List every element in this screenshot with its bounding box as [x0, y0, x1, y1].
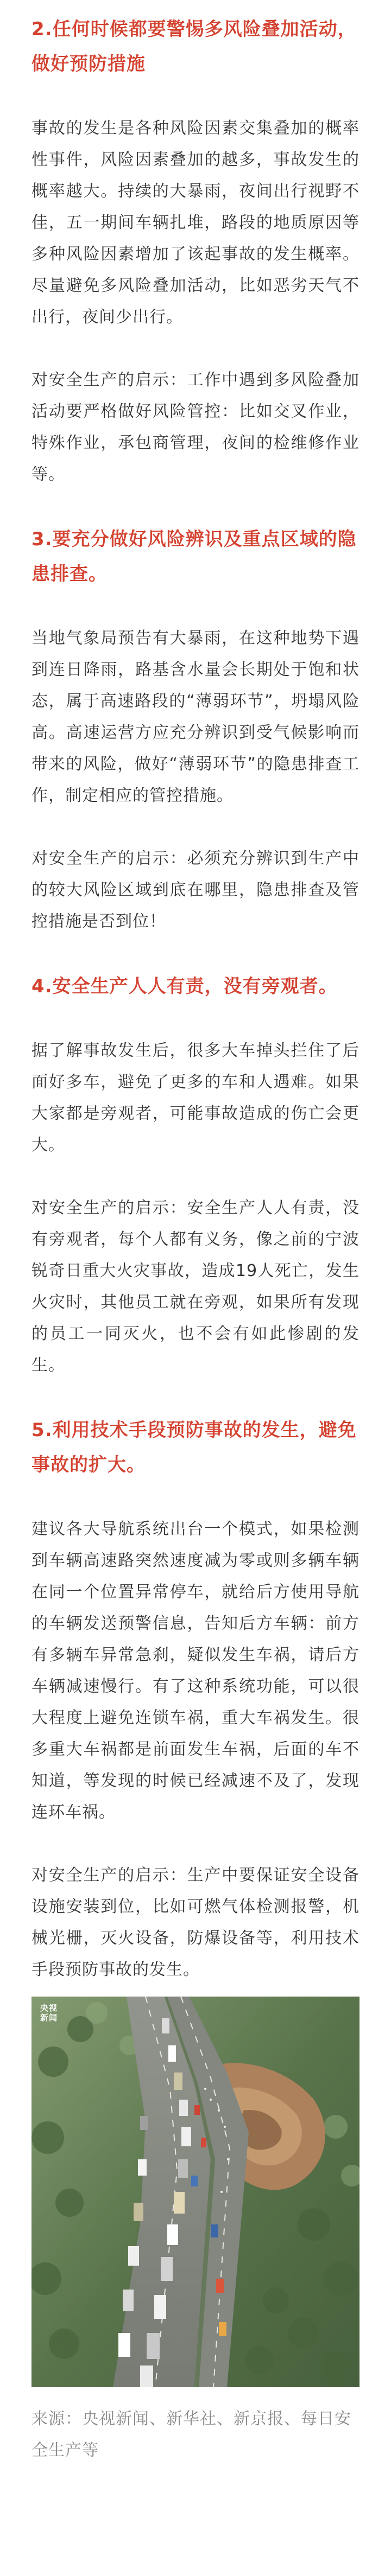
section-4-paragraph-1: 据了解事故发生后，很多大车掉头拦住了后面好多车，避免了更多的车和人遇难。如果大家都是旁观者，可能事故造成的伤亡会更大。: [31, 1041, 360, 1155]
section-3-paragraph-2: 对安全生产的启示：必须充分辨识到生产中的较大风险区域到底在哪里，隐患排查及管控措施是否到位！: [31, 849, 360, 931]
logo-line-1: 央视: [40, 2003, 58, 2013]
logo-line-2: 新闻: [40, 2013, 58, 2023]
section-2-paragraph-2: 对安全生产的启示：工作中遇到多风险叠加活动要严格做好风险管控：比如交叉作业，特殊作业，承包商管理，夜间的检维修作业等。: [31, 371, 360, 484]
section-2-paragraph-1: 事故的发生是各种风险因素交集叠加的概率性事件，风险因素叠加的越多，事故发生的概率越大。持续的大暴雨，夜间出行视野不佳，五一期间车辆扎堆，路段的地质原因等多种风险因素增加了该起事故的发生概率。尽量避免多风险叠加活动，比如恶劣天气不出行，夜间少出行。: [31, 119, 360, 327]
section-heading-5: 5.利用技术手段预防事故的发生，避免事故的扩大。: [31, 1419, 357, 1476]
source-credit: 来源：央视新闻、新华社、新京报、每日安全生产等: [31, 2409, 351, 2460]
section-5-paragraph-1: 建议各大导航系统出台一个模式，如果检测到车辆高速路突然速度减为零或则多辆车辆在同一个位置异常停车，就给后方使用导航的车辆发送预警信息，告知后方车辆：前方有多辆车异常急刹，疑似发生车祸，请后方车辆减速慢行。有了这种系统功能，可以很大程度上避免连锁车祸，重大车祸发生。很多重大车祸都是前面发生车祸，后面的车不知道，等发现的时候已经减速不及了，发现连环车祸。: [31, 1520, 360, 1822]
section-heading-3: 3.要充分做好风险辨识及重点区域的隐患排查。: [31, 528, 357, 585]
aerial-highway-collapse-photo: [31, 1997, 360, 2387]
section-5-paragraph-2: 对安全生产的启示：生产中要保证安全设备设施安装到位，比如可燃气体检测报警，机械光栅，灭火设备，防爆设备等，利用技术手段预防事故的发生。: [31, 1866, 360, 1979]
section-heading-4: 4.安全生产人人有责，没有旁观者。: [31, 975, 338, 997]
section-3-paragraph-1: 当地气象局预告有大暴雨，在这种地势下遇到连日降雨，路基含水量会长期处于饱和状态，属于高速路段的“薄弱环节”，坍塌风险高。高速运营方应充分辨识到受气候影响而带来的风险，做好“薄弱环节”的隐患排查工作，制定相应的管控措施。: [31, 629, 360, 805]
photo-illustration: [31, 1997, 360, 2387]
section-4-paragraph-2: 对安全生产的启示：安全生产人人有责，没有旁观者，每个人都有义务，像之前的宁波锐奇日重大火灾事故，造成19人死亡，发生火灾时，其他员工就在旁观，如果所有发现的员工一同灭火，也不会有如此惨剧的发生。: [31, 1198, 360, 1375]
section-heading-2: 2.任何时候都要警惕多风险叠加活动，做好预防措施: [31, 18, 357, 75]
cctv-news-logo: [40, 2003, 58, 2023]
